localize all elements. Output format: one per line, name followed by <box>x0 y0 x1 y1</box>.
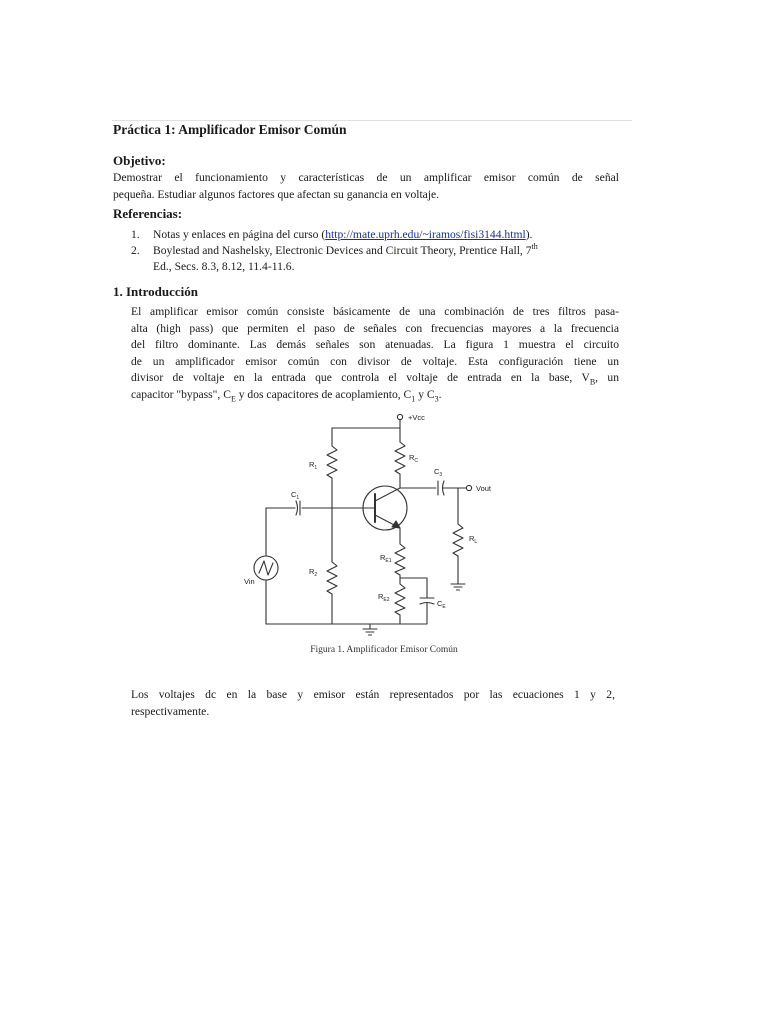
re1-resistor <box>395 544 405 575</box>
re2-label: $R_{E2}$ <box>378 592 390 603</box>
re2-resistor <box>395 584 405 615</box>
references-heading: Referencias: <box>113 206 183 221</box>
vcc-label: +Vcc <box>408 413 425 422</box>
introduction-heading: 1. Introducción <box>113 284 198 299</box>
rc-label: $R_C$ <box>409 453 419 464</box>
objective-heading: Objetivo: <box>113 153 166 168</box>
reference-number: 2. <box>131 244 140 257</box>
objective-line: Demostrar el funcionamiento y características de un amplificar emisor común de señal <box>113 171 619 184</box>
reference-text: Boylestad and Nashelsky, Electronic Devices and Circuit Theory, Prentice Hall, 7 <box>153 244 532 257</box>
introduction-line: alta (high pass) que permiten el paso de señales con frecuencias mayores a la frecuencia <box>131 321 619 335</box>
introduction-subscript: B <box>589 377 596 387</box>
introduction-text: y dos capacitores de acoplamiento, C <box>235 387 412 401</box>
practice-title: Práctica 1: Amplificador Emisor Común <box>113 122 347 137</box>
reference-text: Notas y enlaces en página del curso ( <box>153 228 326 241</box>
reference-number: 1. <box>131 228 140 241</box>
introduction-line: El amplificar emisor común consiste básicamente de una combinación de tres filtros pasa- <box>131 305 619 318</box>
re1-label: $R_{E1}$ <box>380 553 392 564</box>
introduction-subscript: 3 <box>434 394 439 404</box>
introduction-line: de un amplificador emisor común con divisor de voltaje. Esta configuración tiene un <box>131 354 619 368</box>
vout-terminal <box>466 485 471 490</box>
r1-label: $R_1$ <box>309 460 318 471</box>
closing-line: Los voltajes dc en la base y emisor están representados por las ecuaciones 1 y 2, <box>131 688 615 701</box>
figure-caption: Figura 1. Amplificador Emisor Común <box>310 645 458 655</box>
introduction-subscript: 1 <box>411 394 416 404</box>
rc-resistor <box>395 442 405 474</box>
c3-label: $C_3$ <box>434 467 443 478</box>
closing-paragraph <box>131 687 615 720</box>
reference-text: ). <box>525 228 533 241</box>
introduction-subscript: E <box>230 394 236 404</box>
r2-resistor <box>327 562 337 594</box>
c1-label: $C_1$ <box>291 490 300 501</box>
vin-label: Vin <box>244 577 255 586</box>
introduction-text: capacitor "bypass", C <box>131 387 231 401</box>
objective-line: pequeña. Estudiar algunos factores que afectan su ganancia en voltaje. <box>113 187 440 201</box>
c1-capacitor <box>296 501 298 515</box>
introduction-text: . <box>438 387 442 401</box>
closing-line: respectivamente. <box>131 704 210 718</box>
introduction-line: del filtro dominante. Las demás señales son atenuadas. La figura 1 muestra el circuito <box>131 338 619 352</box>
introduction-text: y C <box>415 387 435 401</box>
r2-label: $R_2$ <box>309 567 318 578</box>
rl-resistor <box>453 524 463 556</box>
vout-label: Vout <box>476 484 492 493</box>
rl-label: $R_L$ <box>469 534 478 545</box>
introduction-text: , un <box>595 371 619 385</box>
reference-superscript: th <box>531 242 538 252</box>
vcc-terminal <box>397 414 402 419</box>
ce-label: $C_E$ <box>437 599 446 610</box>
course-page-link[interactable]: http://mate.uprh.edu/~iramos/fisi3144.html <box>325 228 526 241</box>
r1-resistor <box>327 446 337 478</box>
reference-text: Ed., Secs. 8.3, 8.12, 11.4-11.6. <box>153 260 295 273</box>
introduction-text: divisor de voltaje en la entrada que controla el voltaje de entrada en la base, V <box>131 371 590 385</box>
